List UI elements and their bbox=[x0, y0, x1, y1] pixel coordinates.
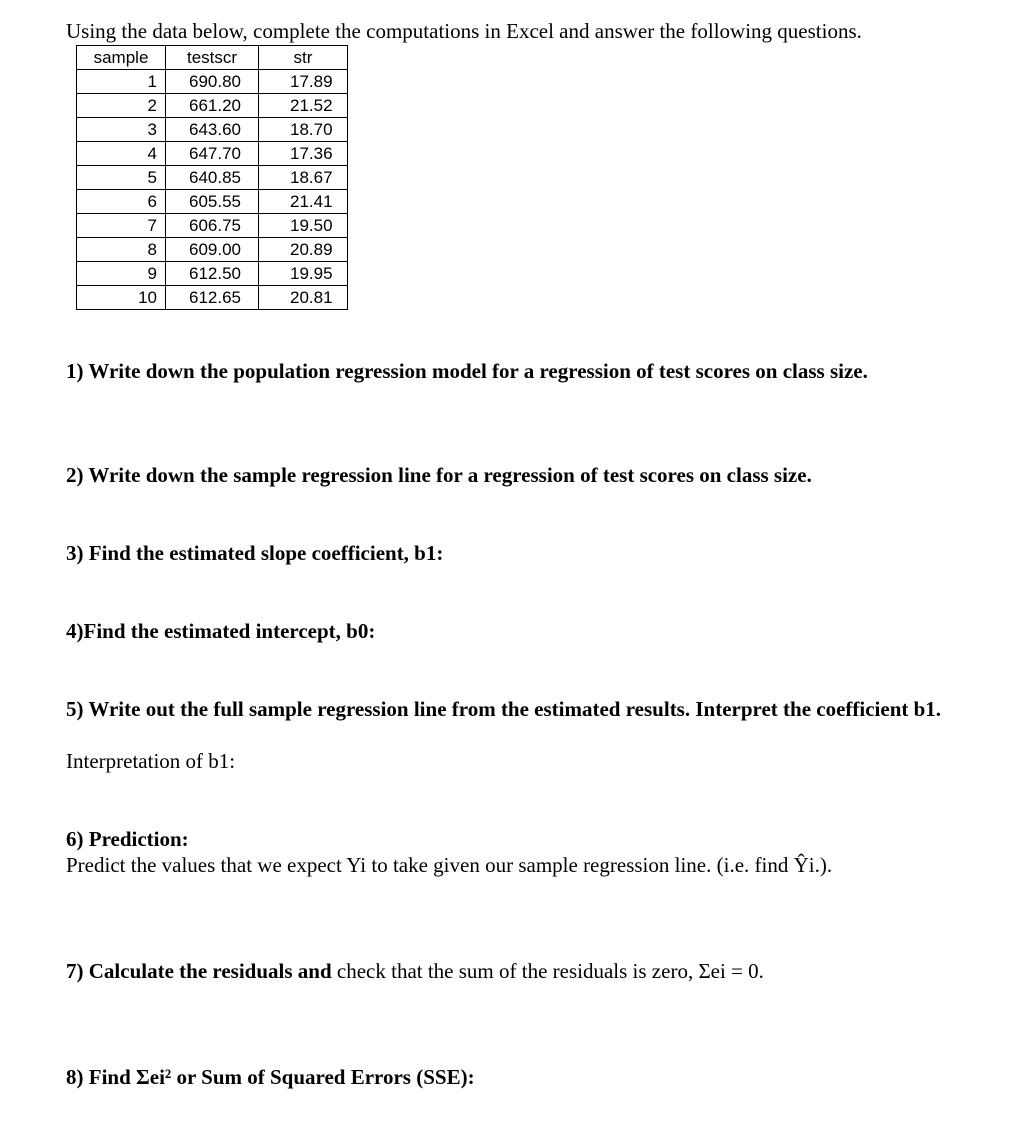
question-7 bbox=[66, 958, 764, 984]
cell-str: 18.67 bbox=[259, 166, 348, 190]
question-5: 5) Write out the full sample regression line from the estimated results. Interpret the coefficient b1. bbox=[66, 697, 942, 721]
cell-sample: 9 bbox=[77, 262, 166, 286]
question-1: 1) Write down the population regression model for a regression of test scores on class size. bbox=[66, 359, 868, 383]
question-3: 3) Find the estimated slope coefficient, b1: bbox=[66, 541, 444, 565]
cell-sample: 5 bbox=[77, 166, 166, 190]
table-row bbox=[77, 94, 348, 118]
column-header-testscr: testscr bbox=[166, 46, 259, 70]
cell-testscr: 661.20 bbox=[166, 94, 259, 118]
cell-str: 19.95 bbox=[259, 262, 348, 286]
table-row bbox=[77, 214, 348, 238]
cell-testscr: 612.50 bbox=[166, 262, 259, 286]
cell-testscr: 647.70 bbox=[166, 142, 259, 166]
cell-sample: 3 bbox=[77, 118, 166, 142]
question-4: 4)Find the estimated intercept, b0: bbox=[66, 619, 376, 643]
cell-sample: 2 bbox=[77, 94, 166, 118]
cell-testscr: 690.80 bbox=[166, 70, 259, 94]
cell-str: 17.36 bbox=[259, 142, 348, 166]
cell-testscr: 612.65 bbox=[166, 286, 259, 310]
cell-sample: 1 bbox=[77, 70, 166, 94]
table-row bbox=[77, 166, 348, 190]
cell-sample: 4 bbox=[77, 142, 166, 166]
cell-str: 17.89 bbox=[259, 70, 348, 94]
intro-text: Using the data below, complete the computations in Excel and answer the following questions. bbox=[66, 19, 862, 43]
table-row bbox=[77, 118, 348, 142]
table-row bbox=[77, 286, 348, 310]
question-7-bold-text: 7) Calculate the residuals and bbox=[66, 959, 332, 983]
question-5-interpretation-label: Interpretation of b1: bbox=[66, 749, 236, 773]
cell-str: 19.50 bbox=[259, 214, 348, 238]
table-row bbox=[77, 262, 348, 286]
cell-str: 21.41 bbox=[259, 190, 348, 214]
cell-str: 20.89 bbox=[259, 238, 348, 262]
question-6-prediction-text: Predict the values that we expect Yi to take given our sample regression line. (i.e. find Ŷi.). bbox=[66, 853, 833, 877]
table-row bbox=[77, 70, 348, 94]
cell-testscr: 640.85 bbox=[166, 166, 259, 190]
cell-sample: 10 bbox=[77, 286, 166, 310]
cell-testscr: 606.75 bbox=[166, 214, 259, 238]
column-header-str: str bbox=[259, 46, 348, 70]
cell-sample: 8 bbox=[77, 238, 166, 262]
question-6: 6) Prediction: bbox=[66, 827, 189, 851]
cell-testscr: 643.60 bbox=[166, 118, 259, 142]
table-header-row bbox=[77, 46, 348, 70]
cell-str: 20.81 bbox=[259, 286, 348, 310]
cell-str: 18.70 bbox=[259, 118, 348, 142]
cell-testscr: 609.00 bbox=[166, 238, 259, 262]
cell-testscr: 605.55 bbox=[166, 190, 259, 214]
data-table bbox=[76, 45, 348, 310]
question-8: 8) Find Σei² or Sum of Squared Errors (SSE): bbox=[66, 1065, 475, 1089]
table-row bbox=[77, 190, 348, 214]
cell-sample: 6 bbox=[77, 190, 166, 214]
question-2: 2) Write down the sample regression line for a regression of test scores on class size. bbox=[66, 463, 812, 487]
cell-str: 21.52 bbox=[259, 94, 348, 118]
cell-sample: 7 bbox=[77, 214, 166, 238]
table-row bbox=[77, 238, 348, 262]
question-7-rest-text: check that the sum of the residuals is zero, Σei = 0. bbox=[331, 959, 764, 983]
table-row bbox=[77, 142, 348, 166]
column-header-sample: sample bbox=[77, 46, 166, 70]
